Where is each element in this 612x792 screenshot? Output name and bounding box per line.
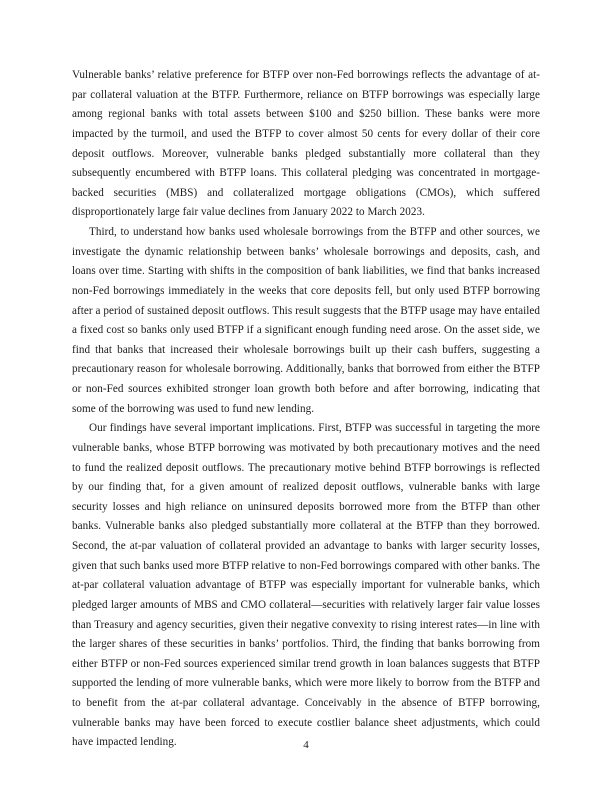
paragraph-implications: Our findings have several important implications. First, BTFP was successful in targeting the more vulnerable banks, whose BTFP borrowing was motivated by both precautionary motives and the need to fund the realized deposit outflows. The precautionary motive behind BTFP borrowings is reflected by our finding that, for a given amount of realized deposit outflows, vulnerable banks with large security losses and high reliance on uninsured deposits borrowed more from the BTFP than other banks. Vulnerable banks also pledged substantially more collateral at the BTFP than they borrowed. Second, the at-par valuation of collateral provided an advantage to banks with larger security losses, given that such banks used more BTFP relative to non-Fed borrowings compared with other banks. The at-par collateral valuation advantage of BTFP was especially important for vulnerable banks, which pledged larger amounts of MBS and CMO collateral—securities with relatively larger fair value losses than Treasury and agency securities, given their negative convexity to rising interest rates—in line with the larger shares of these securities in banks’ portfolios. Third, the finding that banks borrowing from either BTFP or non-Fed sources experienced similar trend growth in loan balances suggests that BTFP supported the lending of more vulnerable banks, which were more likely to borrow from the BTFP and to benefit from the at-par collateral advantage. Conceivably in the absence of BTFP borrowing, vulnerable banks may have been forced to execute costlier balance sheet adjustments, which could have impacted lending. — [72, 422, 540, 749]
page-body — [72, 66, 540, 753]
paragraph-btfp-preference: Vulnerable banks’ relative preference for BTFP over non-Fed borrowings reflects the advantage of at-par collateral valuation at the BTFP. Furthermore, reliance on BTFP borrowings was especially large among regional banks with total assets between $100 and $250 billion. These banks were more impacted by the turmoil, and used the BTFP to cover almost 50 cents for every dollar of their core deposit outflows. Moreover, vulnerable banks pledged substantially more collateral than they subsequently encumbered with BTFP loans. This collateral pledging was concentrated in mortgage-backed securities (MBS) and collateralized mortgage obligations (CMOs), which suffered disproportionately large fair value declines from January 2022 to March 2023. — [72, 69, 540, 219]
paragraph-wholesale-borrowing-dynamics: Third, to understand how banks used wholesale borrowings from the BTFP and other sources, we investigate the dynamic relationship between banks’ wholesale borrowings and deposits, cash, and loans over time. Starting with shifts in the composition of bank liabilities, we find that banks increased non-Fed borrowings immediately in the weeks that core deposits fell, but only used BTFP borrowing after a period of sustained deposit outflows. This result suggests that the BTFP usage may have entailed a fixed cost so banks only used BTFP if a significant enough funding need arose. On the asset side, we find that banks that increased their wholesale borrowings built up their cash buffers, suggesting a precautionary reason for wholesale borrowing. Additionally, banks that borrowed from either the BTFP or non-Fed sources exhibited stronger loan growth both before and after borrowing, indicating that some of the borrowing was used to fund new lending. — [72, 226, 540, 415]
page-number: 4 — [303, 739, 309, 751]
